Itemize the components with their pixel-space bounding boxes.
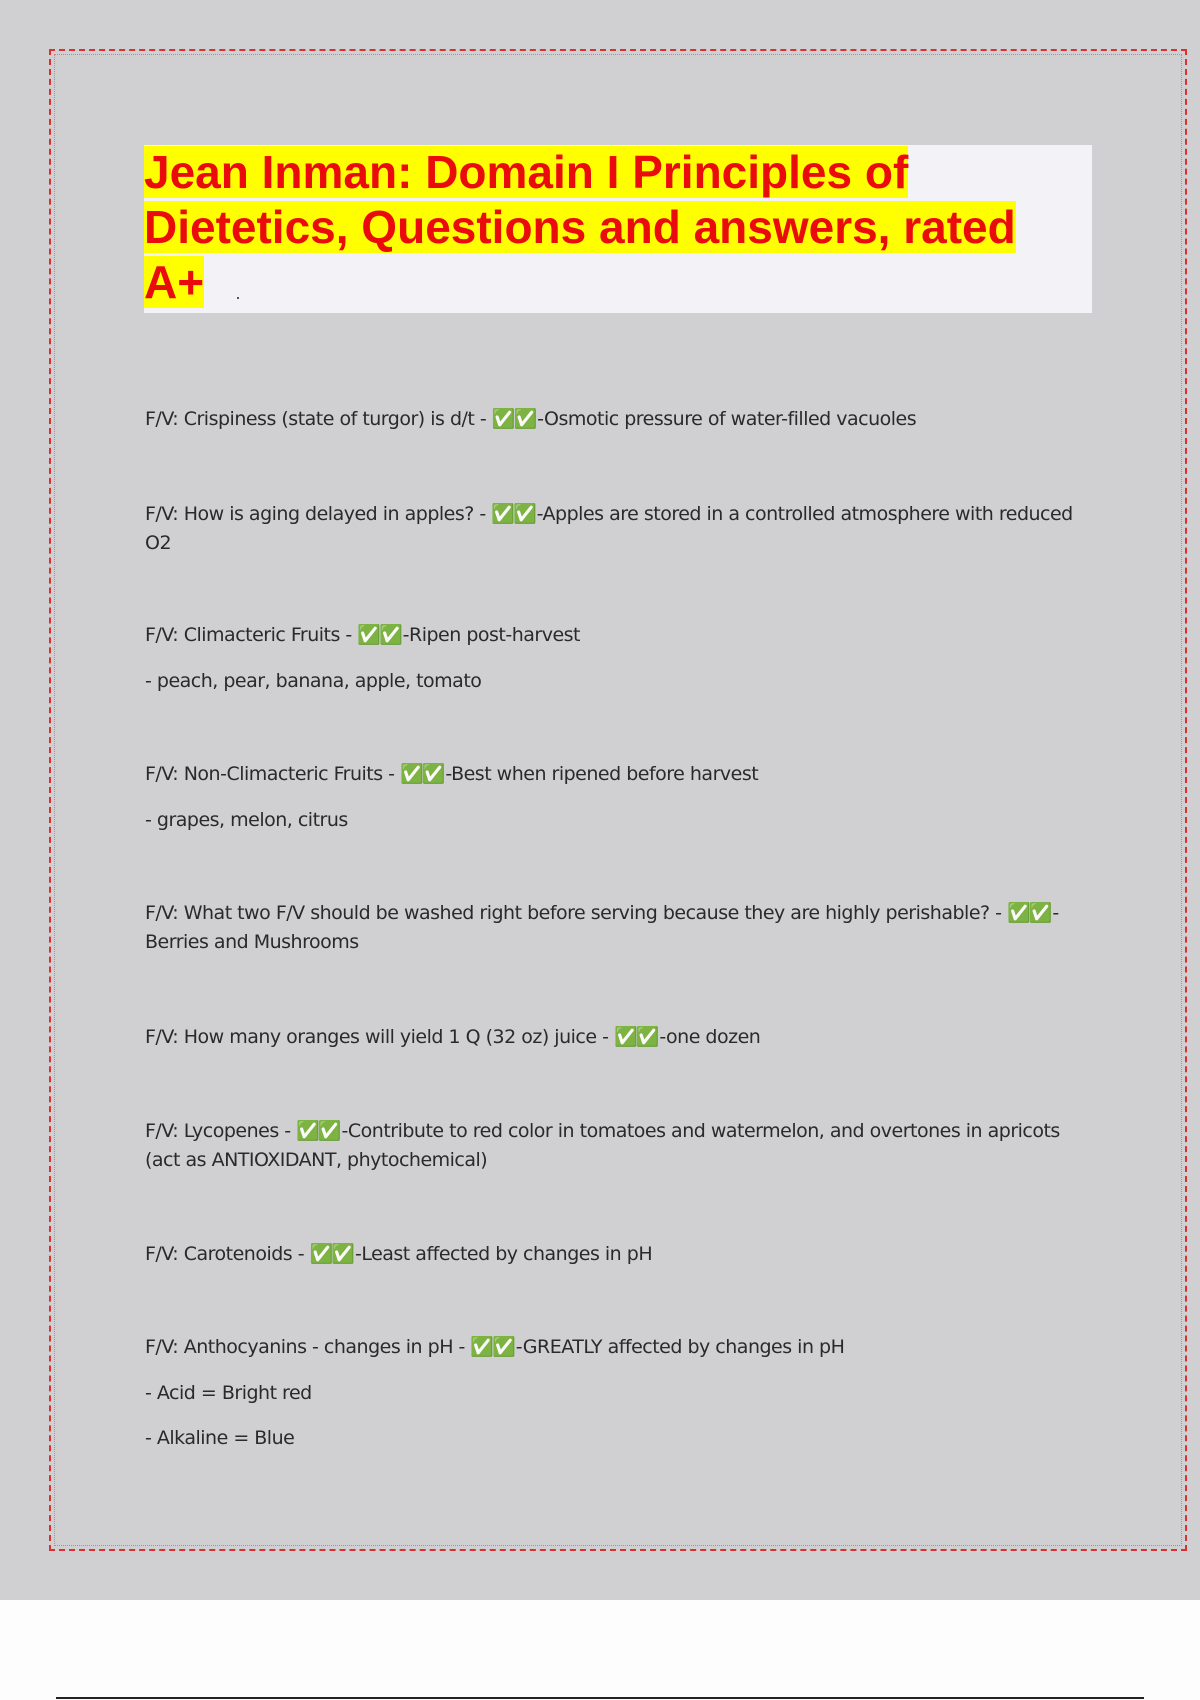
title-line-3: A+ xyxy=(144,256,205,308)
qa-item-climacteric xyxy=(145,621,1090,696)
answer-text: -GREATLY affected by changes in pH xyxy=(515,1336,845,1358)
question-text: F/V: Non-Climacteric Fruits - xyxy=(145,763,401,785)
double-check-icon: ✅✅ xyxy=(1007,902,1051,924)
detail-line: - Alkaline = Blue xyxy=(145,1427,295,1449)
qa-item-non-climacteric xyxy=(145,760,1090,835)
double-check-icon: ✅✅ xyxy=(309,1243,353,1265)
answer-text: -Berries and Mushrooms xyxy=(145,902,1059,953)
double-check-icon: ✅✅ xyxy=(470,1336,514,1358)
answer-text: -Best when ripened before harvest xyxy=(445,763,759,785)
double-check-icon: ✅✅ xyxy=(491,503,535,525)
document-title xyxy=(144,145,1092,310)
qa-item-lycopenes xyxy=(145,1117,1090,1175)
qa-item-carotenoids xyxy=(145,1240,1090,1269)
double-check-icon: ✅✅ xyxy=(613,1026,658,1048)
bottom-rule xyxy=(56,1697,1144,1699)
qa-item-crispiness xyxy=(145,405,1090,434)
question-text: F/V: How many oranges will yield 1 Q (32 oz) juice - xyxy=(145,1026,614,1048)
answer-text: -Ripen post-harvest xyxy=(402,624,580,646)
double-check-icon: ✅✅ xyxy=(357,624,401,646)
title-line-1: Jean Inman: Domain I Principles of xyxy=(144,146,909,198)
detail-line: - peach, pear, banana, apple, tomato xyxy=(145,670,482,692)
qa-item-anthocyanins xyxy=(145,1333,1090,1453)
title-line-2: Dietetics, Questions and answers, rated xyxy=(144,201,1016,253)
answer-text: -Apples are stored in a controlled atmosphere with reduced O2 xyxy=(145,503,1073,554)
answer-text: -Osmotic pressure of water-filled vacuoles xyxy=(537,408,917,430)
double-check-icon: ✅✅ xyxy=(400,763,444,785)
answer-text: -Least affected by changes in pH xyxy=(354,1243,653,1265)
title-block xyxy=(144,145,1092,313)
answer-text: -Contribute to red color in tomatoes and watermelon, and overtones in apricots (act as ANTIOXIDANT, phytochemical) xyxy=(145,1120,1060,1171)
double-check-icon: ✅✅ xyxy=(296,1120,340,1142)
qa-item-wash-before-serving xyxy=(145,899,1090,957)
detail-line: - Acid = Bright red xyxy=(145,1382,312,1404)
next-page-area xyxy=(0,1600,1200,1700)
detail-line: - grapes, melon, citrus xyxy=(145,809,348,831)
question-text: F/V: Anthocyanins - changes in pH - xyxy=(145,1336,471,1358)
stray-dot xyxy=(237,297,239,299)
question-text: F/V: Lycopenes - xyxy=(145,1120,297,1142)
question-text: F/V: What two F/V should be washed right before serving because they are highly perishable? - xyxy=(145,902,1008,924)
question-text: F/V: Climacteric Fruits - xyxy=(145,624,358,646)
answer-text: -one dozen xyxy=(659,1026,761,1048)
qa-item-oranges-yield xyxy=(145,1023,1090,1052)
double-check-icon: ✅✅ xyxy=(491,408,536,430)
qa-item-aging-apples xyxy=(145,500,1090,558)
question-text: F/V: Carotenoids - xyxy=(145,1243,310,1265)
question-text: F/V: Crispiness (state of turgor) is d/t - xyxy=(145,408,492,430)
question-text: F/V: How is aging delayed in apples? - xyxy=(145,503,492,525)
